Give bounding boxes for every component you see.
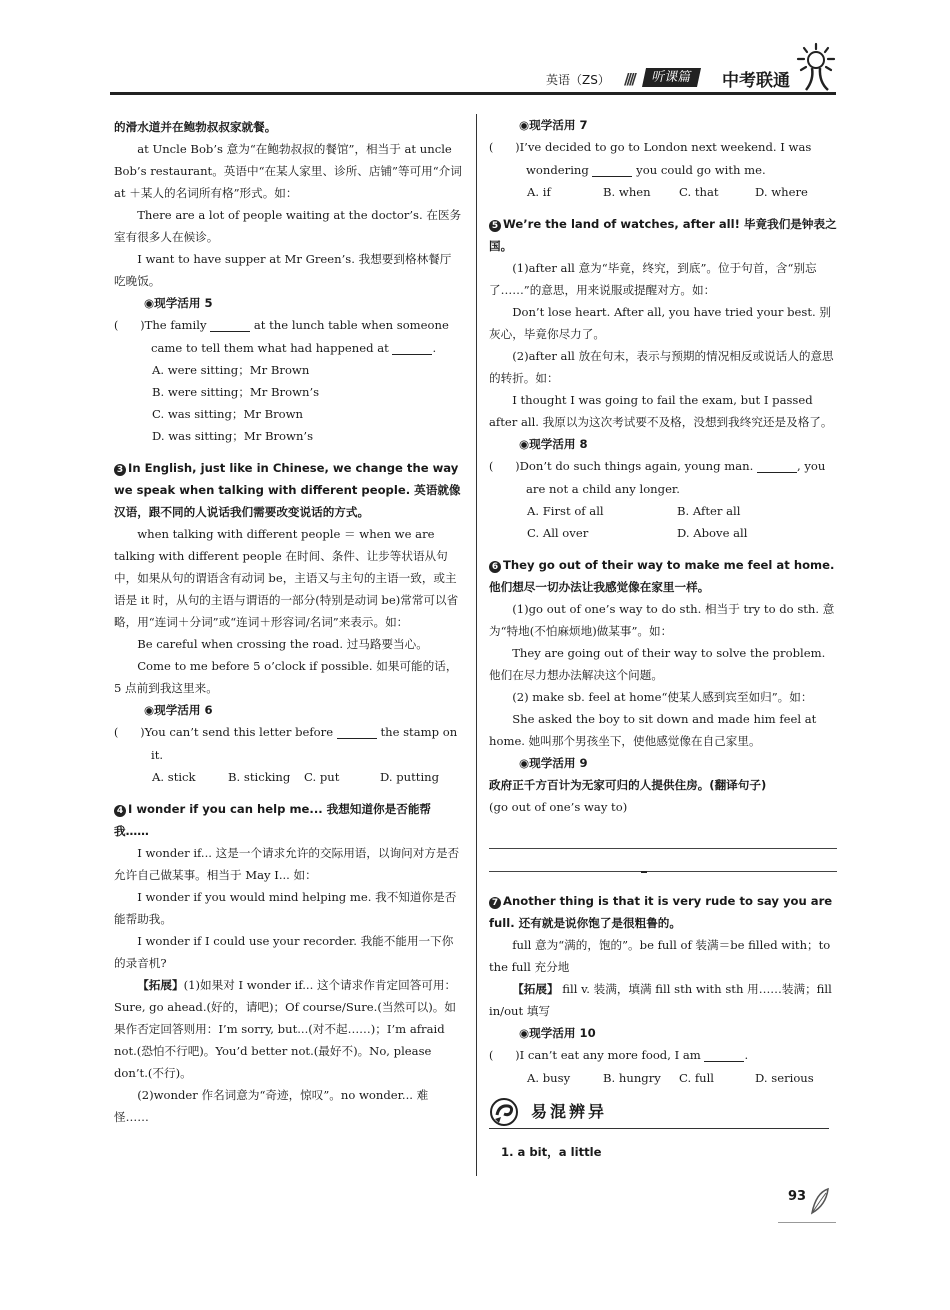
answer-paren[interactable]: ( ) <box>489 141 520 154</box>
page-header <box>110 40 836 96</box>
continued-heading: 的滑水道并在鲍勃叔叔家就餐。 <box>114 120 277 134</box>
section-7-heading: 7 Another thing is that it is very rude to say you are full. 还有就是说你饱了是很粗鲁的。 <box>489 894 833 930</box>
header-subject: 英语（ZS） <box>546 73 610 87</box>
options-row <box>489 1067 837 1089</box>
exercise-10-question: ( )I can’t eat any more food, I am . <box>489 1048 749 1062</box>
page-number: 93 <box>788 1189 807 1204</box>
option[interactable]: C. All over <box>527 526 589 540</box>
option[interactable]: D. was sitting；Mr Brown’s <box>152 429 314 443</box>
left-column <box>114 116 462 1128</box>
extension-note: 【拓展】(1)如果对 I wonder if... 这个请求作肯定回答可用：Sure, go ahead.(好的，请吧)；Of course/Sure.(当然可以)。如果作否定回答则用：I’m sorry, but...(对不起……)；I’m afraid not.(恐怕不行吧)。You’d better not.(最好不)。No, please don’t.(不行)。 <box>114 978 457 1080</box>
paragraph: (1)after all 意为“毕竟，终究，到底”。位于句首，含“别忘了……”的意思，用来说服或提醒对方。如： <box>489 261 817 297</box>
section-4-heading: 4 I wonder if you can help me... 我想知道你是否能帮我…… <box>114 802 432 838</box>
header-tab: 听课篇 <box>642 68 701 87</box>
example-sentence: They are going out of their way to solve the problem. 他们在尽力想办法解决这个问题。 <box>489 646 826 682</box>
footer-rule <box>778 1222 836 1223</box>
answer-blank[interactable] <box>757 458 797 473</box>
answer-blank[interactable] <box>704 1047 744 1062</box>
example-sentence: She asked the boy to sit down and made him feel at home. 她叫那个男孩坐下，使他感觉像在自己家里。 <box>489 712 817 748</box>
exercise-10-title: ◉现学活用 10 <box>519 1026 596 1040</box>
extension-note: (2)wonder 作名词意为“奇迹，惊叹”。no wonder... 难怪…… <box>114 1088 429 1124</box>
paragraph: at Uncle Bob’s 意为“在鲍勃叔叔的餐馆”，相当于 at uncle Bob’s restaurant。英语中“在某人家里、诊所、店铺”等可用“介词 at ＋某人的名词所有格”形式。如： <box>114 142 462 200</box>
option[interactable]: B. sticking <box>228 770 291 784</box>
options-row <box>489 522 837 544</box>
paragraph: (2)after all 放在句末，表示与预期的情况相反或说话人的意思的转折。如： <box>489 349 834 385</box>
option[interactable]: A. stick <box>152 770 196 784</box>
option[interactable]: C. full <box>679 1071 715 1085</box>
sun-tree-logo-icon <box>794 42 838 92</box>
option[interactable]: A. busy <box>527 1071 571 1085</box>
answer-paren[interactable]: ( ) <box>114 726 145 739</box>
section-3-heading: 3 In English, just like in Chinese, we change the way we speak when talking with different people. 英语就像汉语，跟不同的人说话我们需要改变说话的方式。 <box>114 461 461 519</box>
header-brand: 中考联通 <box>722 71 790 91</box>
paragraph: full 意为“满的，饱的”。be full of 装满＝be filled with；to the full 充分地 <box>489 938 831 974</box>
header-slashes: //// <box>624 70 634 88</box>
right-column <box>489 116 837 1163</box>
paragraph: (2) make sb. feel at home“使某人感到宾至如归”。如： <box>512 690 813 704</box>
yihun-item-1: 1. a bit，a little <box>501 1145 602 1159</box>
exercise-7-question: ( )I’ve decided to go to London next weekend. I was wondering you could go with me. <box>489 140 812 177</box>
example-sentence: Be careful when crossing the road. 过马路要当心。 <box>137 637 428 651</box>
option[interactable]: D. putting <box>380 770 440 784</box>
page-number-badge <box>782 1183 830 1219</box>
exercise-5-title: ◉现学活用 5 <box>144 296 213 310</box>
example-sentence: I want to have supper at Mr Green’s. 我想要到格林餐厅吃晚饭。 <box>114 252 452 288</box>
option[interactable]: A. First of all <box>527 504 604 518</box>
options-row <box>489 500 837 522</box>
example-sentence: Come to me before 5 o’clock if possible. 如果可能的话，5 点前到我这里来。 <box>114 659 458 695</box>
section-number-badge: 4 <box>114 805 126 817</box>
exercise-9-question: 政府正千方百计为无家可归的人提供住房。(翻译句子) <box>489 778 767 792</box>
option[interactable]: B. After all <box>677 504 741 518</box>
section-number-badge: 7 <box>489 897 501 909</box>
exercise-6-question: ( )You can’t send this letter before the stamp on it. <box>114 725 458 762</box>
extension-note: 【拓展】 fill v. 装满，填满 fill sth with sth 用……装满；fill in/out 填写 <box>489 982 832 1018</box>
paragraph: I wonder if... 这是一个请求允许的交际用语，以询问对方是否允许自己做某事。相当于 May I... 如： <box>114 846 460 882</box>
yihun-title: 易混辨异 <box>531 1102 608 1121</box>
options-row <box>489 181 837 203</box>
exercise-6-title: ◉现学活用 6 <box>144 703 213 717</box>
options-row <box>114 766 462 788</box>
exercise-8-title: ◉现学活用 8 <box>519 437 588 451</box>
column-divider <box>476 114 477 1176</box>
option[interactable]: D. serious <box>755 1071 814 1085</box>
example-sentence: I wonder if I could use your recorder. 我能不能用一下你的录音机? <box>114 934 454 970</box>
paragraph: (1)go out of one’s way to do sth. 相当于 try to do sth. 意为“特地(不怕麻烦地)做某事”。如： <box>489 602 835 638</box>
option[interactable]: B. when <box>603 185 651 199</box>
example-sentence: There are a lot of people waiting at the doctor’s. 在医务室有很多人在候诊。 <box>114 208 462 244</box>
answer-paren[interactable]: ( ) <box>489 1049 520 1062</box>
answer-paren[interactable]: ( ) <box>489 460 520 473</box>
example-sentence: I thought I was going to fail the exam, but I passed after all. 我原以为这次考试要不及格，没想到我终究还是及格了。 <box>489 393 833 429</box>
option[interactable]: D. Above all <box>677 526 748 540</box>
answer-line[interactable] <box>489 826 837 849</box>
option[interactable]: A. were sitting；Mr Brown <box>152 363 310 377</box>
exercise-8-question: ( )Don’t do such things again, young man. , you are not a child any longer. <box>489 459 826 496</box>
answer-lines <box>489 826 837 872</box>
answer-blank[interactable] <box>337 724 377 739</box>
header-rule <box>110 92 836 95</box>
exercise-9-title: ◉现学活用 9 <box>519 756 588 770</box>
option[interactable]: B. were sitting；Mr Brown’s <box>152 385 320 399</box>
exercise-5-question: ( )The family at the lunch table when someone came to tell them what had happened at . <box>114 318 449 355</box>
example-sentence: I wonder if you would mind helping me. 我不知道你是否能帮助我。 <box>114 890 457 926</box>
option[interactable]: C. was sitting；Mr Brown <box>152 407 303 421</box>
paragraph: when talking with different people ＝ when we are talking with different people 在时间、条件、让步等状语从句中，如果从句的谓语含有动词 be，主语又与主句的主语一致，或主语是 it 时，从句的主语与谓语的一部分(特别是动词 be)常常可以省略，用“连词＋分词”或“连词＋形容词/名词”来表示。如： <box>114 527 459 629</box>
banner-rule <box>489 1128 829 1129</box>
option[interactable]: D. where <box>755 185 808 199</box>
section-number-badge: 3 <box>114 464 126 476</box>
section-5-heading: 5 We’re the land of watches, after all! 毕竟我们是钟表之国。 <box>489 217 837 253</box>
swirl-icon <box>489 1097 519 1127</box>
answer-paren[interactable]: ( ) <box>114 319 145 332</box>
example-sentence: Don’t lose heart. After all, you have tried your best. 别灰心，毕竟你尽力了。 <box>489 305 831 341</box>
option[interactable]: B. hungry <box>603 1071 661 1085</box>
option[interactable]: C. put <box>304 770 340 784</box>
section-6-heading: 6 They go out of their way to make me feel at home. 他们想尽一切办法让我感觉像在家里一样。 <box>489 558 835 594</box>
answer-line[interactable] <box>489 849 837 872</box>
answer-blank[interactable] <box>392 340 432 355</box>
answer-blank[interactable] <box>210 317 250 332</box>
option[interactable]: A. if <box>527 185 551 199</box>
exercise-7-title: ◉现学活用 7 <box>519 118 588 132</box>
answer-blank[interactable] <box>592 162 632 177</box>
section-number-badge: 6 <box>489 561 501 573</box>
yihun-section-banner <box>489 1097 837 1127</box>
section-number-badge: 5 <box>489 220 501 232</box>
exercise-9-hint: (go out of one’s way to) <box>489 800 628 814</box>
option[interactable]: C. that <box>679 185 719 199</box>
